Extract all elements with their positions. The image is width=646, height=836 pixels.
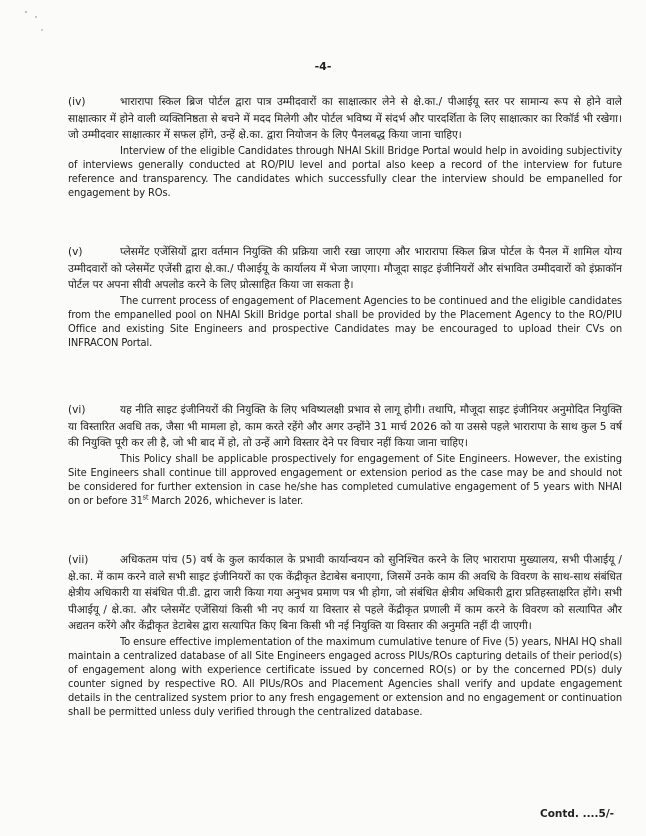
- section-number: (vi): [68, 404, 86, 416]
- section-v: [68, 244, 622, 350]
- english-paragraph: The current process of engagement of Placement Agencies to be continued and the eligible candidates from the empanelled pool on NHAI Skill Bridge portal shall be provided by the Placement Agency to the RO/PIU Office and existing Site Engineers and prospective Candidates may be encouraged to upload their CVs on INFRACON Portal.: [68, 293, 622, 349]
- english-paragraph: To ensure effective implementation of the maximum cumulative tenure of Five (5) years, NHAI HQ shall maintain a centralized database of all Site Engineers engaged across PIUs/ROs capturing details of their period(s) of engagement along with experience certificate issued by concerned RO(s) or by the concerned PD(s) duly counter signed by respective RO. All PIUs/ROs and Placement Agencies shall verify and update engagement details in the centralized system prior to any fresh engagement or extension and no engagement or continuation shall be permitted unless duly verified through the centralized database.: [68, 634, 623, 718]
- section-vi: [68, 402, 622, 508]
- english-paragraph: Interview of the eligible Candidates through NHAI Skill Bridge Portal would help in avoiding subjectivity of interviews generally conducted at RO/PIU level and portal also keep a record of the interview for future reference and transparency. The candidates which successfully clear the interview should be empanelled for engagement by ROs.: [68, 143, 622, 199]
- english-text: This Policy shall be applicable prospectively for engagement of Site Engineers. However, the existing Site Engineers shall continue till approved engagement or extension period as the case may be and should not be considered for further extension in case he/she has completed cumulative engagement of 5 years with NHAI on or before 31: [68, 451, 622, 507]
- hindi-paragraph: [68, 94, 622, 144]
- section-number: (iv): [68, 96, 86, 108]
- continued-note: Contd. ....5/-: [540, 808, 615, 820]
- section-vii: [68, 552, 622, 719]
- hindi-paragraph: [68, 402, 622, 452]
- hindi-paragraph: [68, 552, 622, 635]
- english-paragraph: [68, 452, 622, 508]
- page-number: -4-: [314, 60, 332, 73]
- section-number: (v): [68, 246, 83, 258]
- hindi-text: प्लेसमेंट एजेंसियों द्वारा वर्तमान नियुक्ति की प्रक्रिया जारी रखा जाएगा और भारारापा स्किल ब्रिज पोर्टल के पैनल में शामिल योग्य उम्मीदवारों को प्लेसमेंट एजेंसी द्वारा क्षे.का./ पीआईयू के कार्यालय में भेजा जाएगा। मौजूदा साइट इंजीनियरों और संभावित उम्मीदवारों को इंफ्राकॉन पोर्टल पर अपना सीवी अपलोड करने के लिए प्रोत्साहित किया जा सकता है।: [68, 246, 623, 292]
- hindi-text: यह नीति साइट इंजीनियरों की नियुक्ति के लिए भविष्यलक्षी प्रभाव से लागू होगी। तथापि, मौजूदा साइट इंजीनियर अनुमोदित नियुक्ति या विस्तारित अवधि तक, जैसा भी मामला हो, काम करते रहेंगे और अगर उन्होंने 31 मार्च 2026 को या उससे पहले भारारापा के साथ कुल 5 वर्ष की नियुक्ति पूरी कर ली है, जो भी बाद में हो, तो उन्हें आगे विस्तार देने पर विचार नहीं किया जाना चाहिए।: [68, 404, 622, 450]
- scan-specks: [22, 8, 52, 38]
- hindi-text: अधिकतम पांच (5) वर्ष के कुल कार्यकाल के प्रभावी कार्यान्वयन को सुनिश्चित करने के लिए भारारापा मुख्यालय, सभी पीआईयू / क्षे.का. में काम करने वाले सभी साइट इंजीनियरों का एक केंद्रीकृत डेटाबेस बनाएगा, जिसमें उनके काम की अवधि के विवरण के साथ-साथ संबंधित क्षेत्रीय अधिकारी या संबंधित पी.डी. द्वारा जारी किया गया अनुभव प्रमाण पत्र भी होगा, जो संबंधित क्षेत्रीय अधिकारी द्वारा प्रतिहस्ताक्षरित होंगे। सभी पीआईयू / क्षे.का. और प्लेसमेंट एजेंसियां किसी भी नए कार्य या विस्तार से पहले केंद्रीकृत प्रणाली में काम करने के विवरण को सत्यापित और अद्यतन करेंगे और केंद्रीकृत डेटाबेस द्वारा सत्यापित किए बिना किसी भी नई नियुक्ति या विस्तार की अनुमति नहीं दी जाएगी।: [68, 554, 622, 633]
- hindi-paragraph: [68, 244, 622, 294]
- hindi-text: भारारापा स्किल ब्रिज पोर्टल द्वारा पात्र उम्मीदवारों का साक्षात्कार लेने से क्षे.का./ पीआईयू स्तर पर सामान्य रूप से होने वाले साक्षात्कार में होने वाली व्यक्तिनिष्ठता से बचने में मदद मिलेगी और पोर्टल भविष्य में संदर्भ और पारदर्शिता के लिए साक्षात्कार का रिकॉर्ड भी रखेगा। जो उम्मीदवार साक्षात्कार में सफल होंगे, उन्हें क्षे.का. द्वारा नियोजन के लिए पैनलबद्ध किया जाना चाहिए।: [68, 96, 622, 142]
- english-text-end: March 2026, whichever is later.: [148, 493, 304, 507]
- ordinal-suffix: st: [142, 493, 149, 502]
- section-number: (vii): [68, 554, 89, 566]
- section-iv: [68, 94, 622, 200]
